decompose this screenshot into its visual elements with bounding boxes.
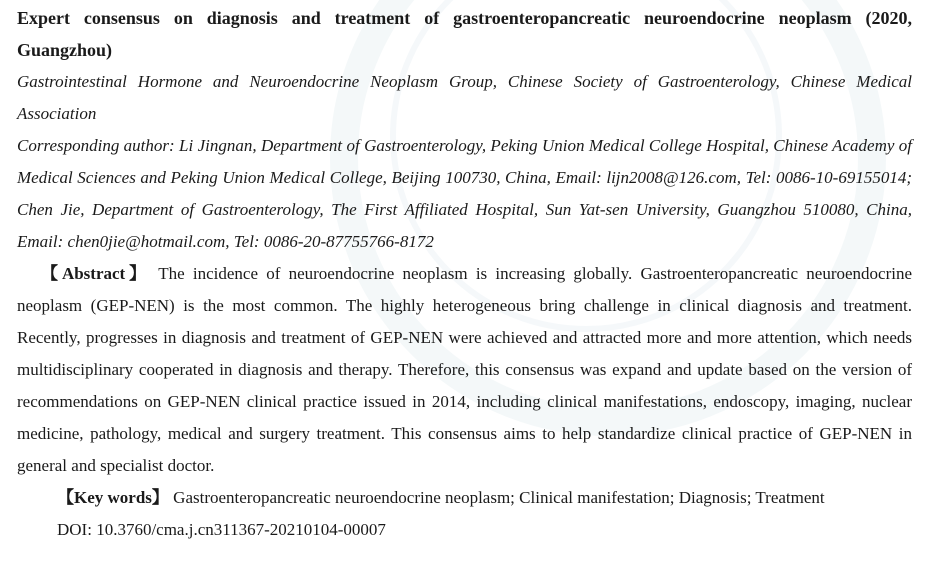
keywords-label: 【Key words】 bbox=[57, 488, 169, 507]
doi: DOI: 10.3760/cma.j.cn311367-20210104-00007 bbox=[57, 520, 386, 539]
abstract-label: 【Abstract】 bbox=[41, 264, 151, 283]
keywords bbox=[17, 482, 912, 514]
paper-title: Expert consensus on diagnosis and treatment of gastroenteropancreatic neuroendocrine neoplasm (2020, Guangzhou) bbox=[17, 8, 912, 60]
paper-page bbox=[17, 0, 912, 546]
abstract-text: The incidence of neuroendocrine neoplasm is increasing globally. Gastroenteropancreatic neuroendocrine neoplasm (GEP-NEN) is the most common. The highly heterogeneous bring challenge in clinical diagnosis and treatment. Recently, progresses in diagnosis and treatment of GEP-NEN were achieved and attracted more and more attention, which needs multidisciplinary cooperated in diagnosis and therapy. Therefore, this consensus was expand and update based on the version of recommendations on GEP-NEN clinical practice issued in 2014, including clinical manifestations, endoscopy, imaging, nuclear medicine, pathology, medical and surgery treatment. This consensus aims to help standardize clinical practice of GEP-NEN in general and specialist doctor. bbox=[17, 264, 912, 475]
corresponding-author: Corresponding author: Li Jingnan, Department of Gastroenterology, Peking Union Medical College Hospital, Chinese Academy of Medical Sciences and Peking Union Medical College, Beijing 100730, China, Email: lijn2008@126.com, Tel: 0086-10-69155014; Chen Jie, Department of Gastroenterology, The First Affiliated Hospital, Sun Yat-sen University, Guangzhou 510080, China, Email: chen0jie@hotmail.com, Tel: 0086-20-87755766-8172 bbox=[17, 136, 912, 251]
keywords-text: Gastroenteropancreatic neuroendocrine neoplasm; Clinical manifestation; Diagnosis; Treatment bbox=[173, 488, 825, 507]
abstract bbox=[17, 258, 912, 482]
author-group: Gastrointestinal Hormone and Neuroendocrine Neoplasm Group, Chinese Society of Gastroenterology, Chinese Medical Association bbox=[17, 72, 912, 123]
